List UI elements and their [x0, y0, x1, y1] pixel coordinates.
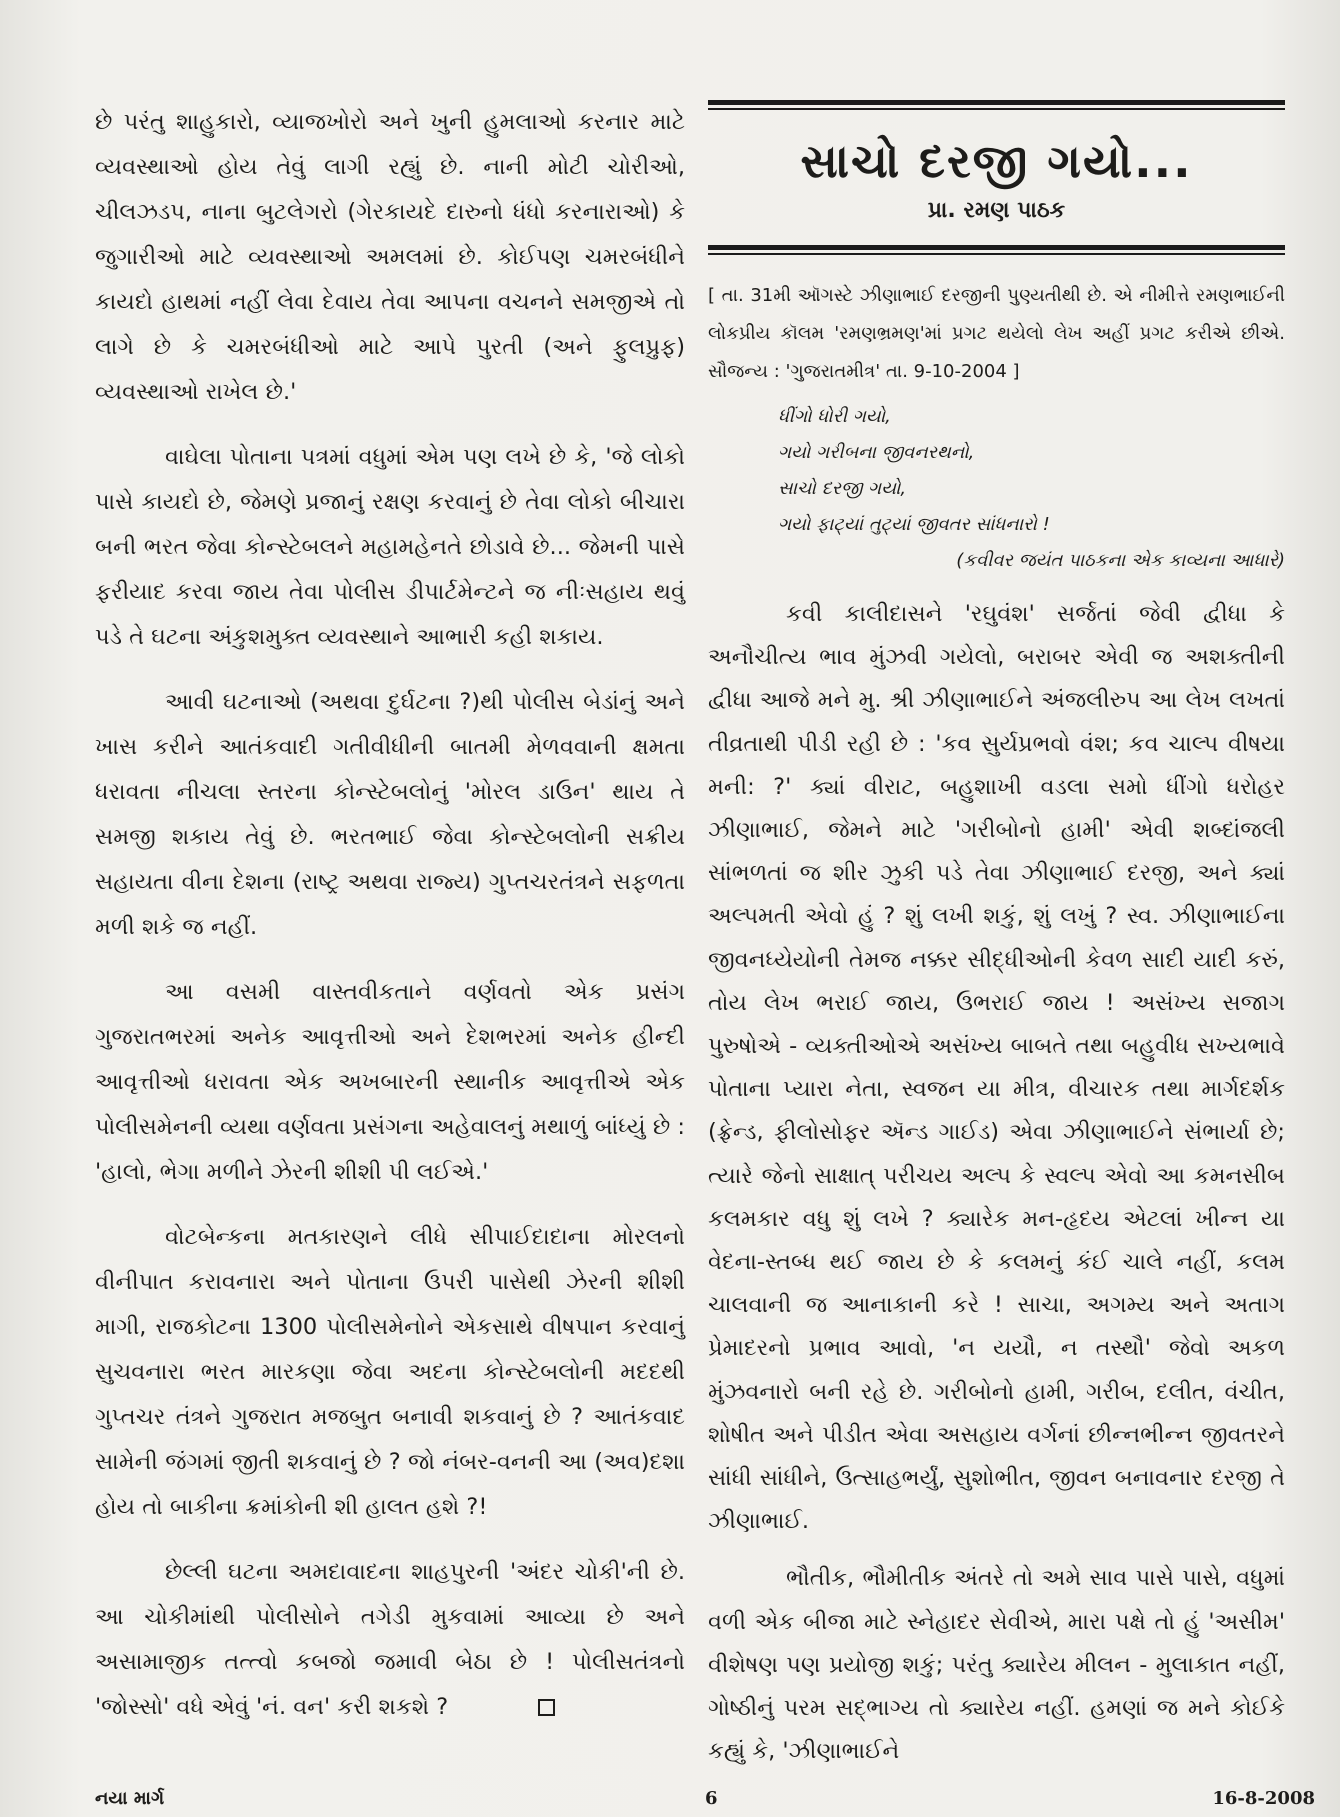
poem-line: ગયો ફાટ્યાં તુટ્યાં જીવતર સાંધનારો ! — [778, 514, 1050, 535]
article-column — [708, 100, 1285, 1787]
left-paragraph: આવી ઘટનાઓ (અથવા દુર્ઘટના ?)થી પોલીસ બેડાંનું અને ખાસ કરીને આતંકવાદી ગતીવીધીની બાતમી મેળવવાની ક્ષમતા ધરાવતા નીચલા સ્તરના કોન્સ્ટેબલોનું 'મોરલ ડાઉન' થાય તે સમજી શકાય તેવું છે. ભરતભાઈ જેવા કોન્સ્ટેબલોની સક્રીય સહાયતા વીના દેશના (રાષ્ટ્ર અથવા રાજ્ય) ગુપ્તચરતંત્રને સફળતા મળી શકે જ નહીં. — [95, 689, 685, 940]
poem-line: ગયો ગરીબના જીવનરથનો, — [778, 442, 975, 463]
page-number: 6 — [705, 1788, 718, 1809]
left-paragraph-text: છેલ્લી ઘટના અમદાવાદના શાહપુરની 'અંદર ચોકી'ની છે. આ ચોકીમાંથી પોલીસોને તગેડી મુકવામાં આવ્યા છે અને અસામાજીક તત્ત્વો કબજો જમાવી બેઠા છે ! પોલીસતંત્રનો 'જોસ્સો' વધે એવું 'નં. વન' કરી શકશે ? — [95, 1559, 685, 1720]
left-paragraph: છે પરંતુ શાહુકારો, વ્યાજખોરો અને ખુની હુમલાઓ કરનાર માટે વ્યવસ્થાઓ હોય તેવું લાગી રહ્યું છે. નાની મોટી ચોરીઓ, ચીલઝડપ, નાના બુટલેગરો (ગેરકાયદે દારુનો ધંધો કરનારાઓ) કે જુગારીઓ માટે વ્યવસ્થાઓ અમલમાં છે. કોઈપણ ચમરબંધીને કાયદો હાથમાં નહીં લેવા દેવાય તેવા આપના વચનને સમજીએ તો લાગે છે કે ચમરબંધીઓ માટે આપે પુરતી (અને ફુલપ્રુફ) વ્યવસ્થાઓ રાખેલ છે.' — [95, 109, 685, 405]
left-paragraph: આ વસમી વાસ્તવીકતાને વર્ણવતો એક પ્રસંગ ગુજરાતભરમાં અનેક આવૃત્તીઓ અને દેશભરમાં અનેક હીન્દી આવૃત્તીઓ ધરાવતા એક અખબારની સ્થાનીક આવૃત્તીએ એક પોલીસમેનની વ્યથા વર્ણવતા પ્રસંગના અહેવાલનું મથાળું બાંધ્યું છે : 'હાલો, ભેગા મળીને ઝેરની શીશી પી લઈએ.' — [95, 979, 685, 1185]
article-title: સાચો દરજી ગયો... — [800, 134, 1193, 188]
issue-date: 16-8-2008 — [1212, 1788, 1315, 1809]
poem-block — [778, 399, 1285, 543]
poem-line: સાચો દરજી ગયો, — [778, 478, 907, 499]
article-paragraph: ભૌતીક, ભૌમીતીક અંતરે તો અમે સાવ પાસે પાસે, વધુમાં વળી એક બીજા માટે સ્નેહાદર સેવીએ, મારા પક્ષે તો હું 'અસીમ' વીશેષણ પણ પ્રયોજી શકું; પરંતુ ક્યારેય મીલન - મુલાકાત નહીં, ગોષ્ઠીનું પરમ સદ્ભાગ્ય તો ક્યારેય નહીં. હમણાં જ મને કોઈકે કહ્યું કે, 'ઝીણાભાઈને — [708, 1565, 1285, 1765]
article-paragraph: કવી કાલીદાસને 'રઘુવંશ' સર્જતાં જેવી દ્વીધા કે અનૌચીત્ય ભાવ મુંઝવી ગયેલો, બરાબર એવી જ અશક્તીની દ્વીધા આજે મને મુ. શ્રી ઝીણાભાઈને અંજલીરુપ આ લેખ લખતાં તીવ્રતાથી પીડી રહી છે : 'કવ સુર્યપ્રભવો વંશ; કવ ચાલ્પ વીષયા મની: ?' ક્યાં વીરાટ, બહુશાખી વડલા સમો ધીંગો ધરોહર ઝીણાભાઈ, જેમને માટે 'ગરીબોનો હામી' એવી શબ્દાંજલી સાંભળતાં જ શીર ઝુકી પડે તેવા ઝીણાભાઈ દરજી, અને ક્યાં અલ્પમતી એવો હું ? શું લખી શકું, શું લખું ? સ્વ. ઝીણાભાઈના જીવનધ્યેયોની તેમજ નક્કર સીદ્ધીઓની કેવળ સાદી યાદી કરું, તોય લેખ ભરાઈ જાય, ઉભરાઈ જાય ! અસંખ્ય સજાગ પુરુષોએ - વ્યક્તીઓએ અસંખ્ય બાબતે તથા બહુવીધ સખ્યભાવે પોતાના પ્યારા નેતા, સ્વજન યા મીત્ર, વીચારક તથા માર્ગદર્શક (ફ્રેન્ડ, ફીલોસોફર ઍન્ડ ગાઈડ) એવા ઝીણાભાઈને સંભાર્યા છે; ત્યારે જેનો સાક્ષાત્ પરીચય અલ્પ કે સ્વલ્પ એવો આ કમનસીબ કલમકાર વધુ શું લખે ? ક્યારેક મન-હૃદય એટલાં ખીન્ન યા વેદના-સ્તબ્ધ થઈ જાય છે કે કલમનું કંઈ ચાલે નહીં, કલમ ચાલવાની જ આનાકાની કરે ! સાચા, અગમ્ય અને અતાગ પ્રેમાદરનો પ્રભાવ આવો, 'ન યયૌ, ન તસ્થૌ' જેવો અકળ મુંઝવનારો બની રહે છે. ગરીબોનો હામી, ગરીબ, દલીત, વંચીત, શોષીત અને પીડીત એવા અસહાય વર્ગનાં છીન્નભીન્ન જીવતરને સાંધી સાંધીને, ઉત્સાહભર્યું, સુશોભીત, જીવન બનાવનાર દરજી તે ઝીણાભાઈ. — [708, 601, 1285, 1535]
title-rule-top-thin — [708, 108, 1285, 110]
page-footer — [95, 1788, 1315, 1814]
title-rule-top — [708, 100, 1285, 105]
title-rule-bottom — [708, 245, 1285, 250]
left-paragraph: વાઘેલા પોતાના પત્રમાં વધુમાં એમ પણ લખે છે કે, 'જે લોકો પાસે કાયદો છે, જેમણે પ્રજાનું રક્ષણ કરવાનું છે તેવા લોકો બીચારા બની ભરત જેવા કોન્સ્ટેબલને મહામહેનતે છોડાવે છે... જેમની પાસે ફરીયાદ કરવા જાય તેવા પોલીસ ડીપાર્ટમેન્ટને જ નીઃસહાય થવું પડે તે ઘટના અંકુશમુક્ત વ્યવસ્થાને આભારી કહી શકાય. — [95, 444, 685, 650]
title-rule-bottom-thin — [708, 253, 1285, 255]
left-paragraph: વોટબેન્કના મતકારણને લીધે સીપાઈદાદાના મોરલનો વીનીપાત કરાવનારા અને પોતાના ઉપરી પાસેથી ઝેરની શીશી માગી, રાજકોટના 1300 પોલીસમેનોને એકસાથે વીષપાન કરવાનું સુચવનારા ભરત મારકણા જેવા અદના કોન્સ્ટેબલોની મદદથી ગુપ્તચર તંત્રને ગુજરાત મજબુત બનાવી શકવાનું છે ? આતંકવાદ સામેની જંગમાં જીતી શકવાનું છે ? જો નંબર-વનની આ (અવ)દશા હોય તો બાકીના ક્રમાંકોની શી હાલત હશે ?! — [95, 1224, 685, 1520]
square-end-icon — [538, 1699, 555, 1716]
left-column — [95, 100, 685, 1750]
poem-line: ધીંગો ધોરી ગયો, — [778, 406, 891, 427]
left-paragraph-last — [95, 1550, 685, 1730]
article-author: પ્રા. રમણ પાઠક — [927, 198, 1066, 223]
article-intro-note: [ તા. 31મી ઑગસ્ટે ઝીણાભાઈ દરજીની પુણ્યતીથી છે. એ નીમીત્તે રમણભાઈની લોકપ્રીય કૉલમ 'રમણભ્રમણ'માં પ્રગટ થયેલો લેખ અહીં પ્રગટ કરીએ છીએ. સૌજન્ય : 'ગુજરાતમીત્ર' તા. 9-10-2004 ] — [708, 285, 1285, 382]
publication-name: નયા માર્ગ — [95, 1788, 165, 1809]
poem-credit: (કવીવર જયંત પાઠકના એક કાવ્યના આધારે) — [956, 550, 1285, 571]
